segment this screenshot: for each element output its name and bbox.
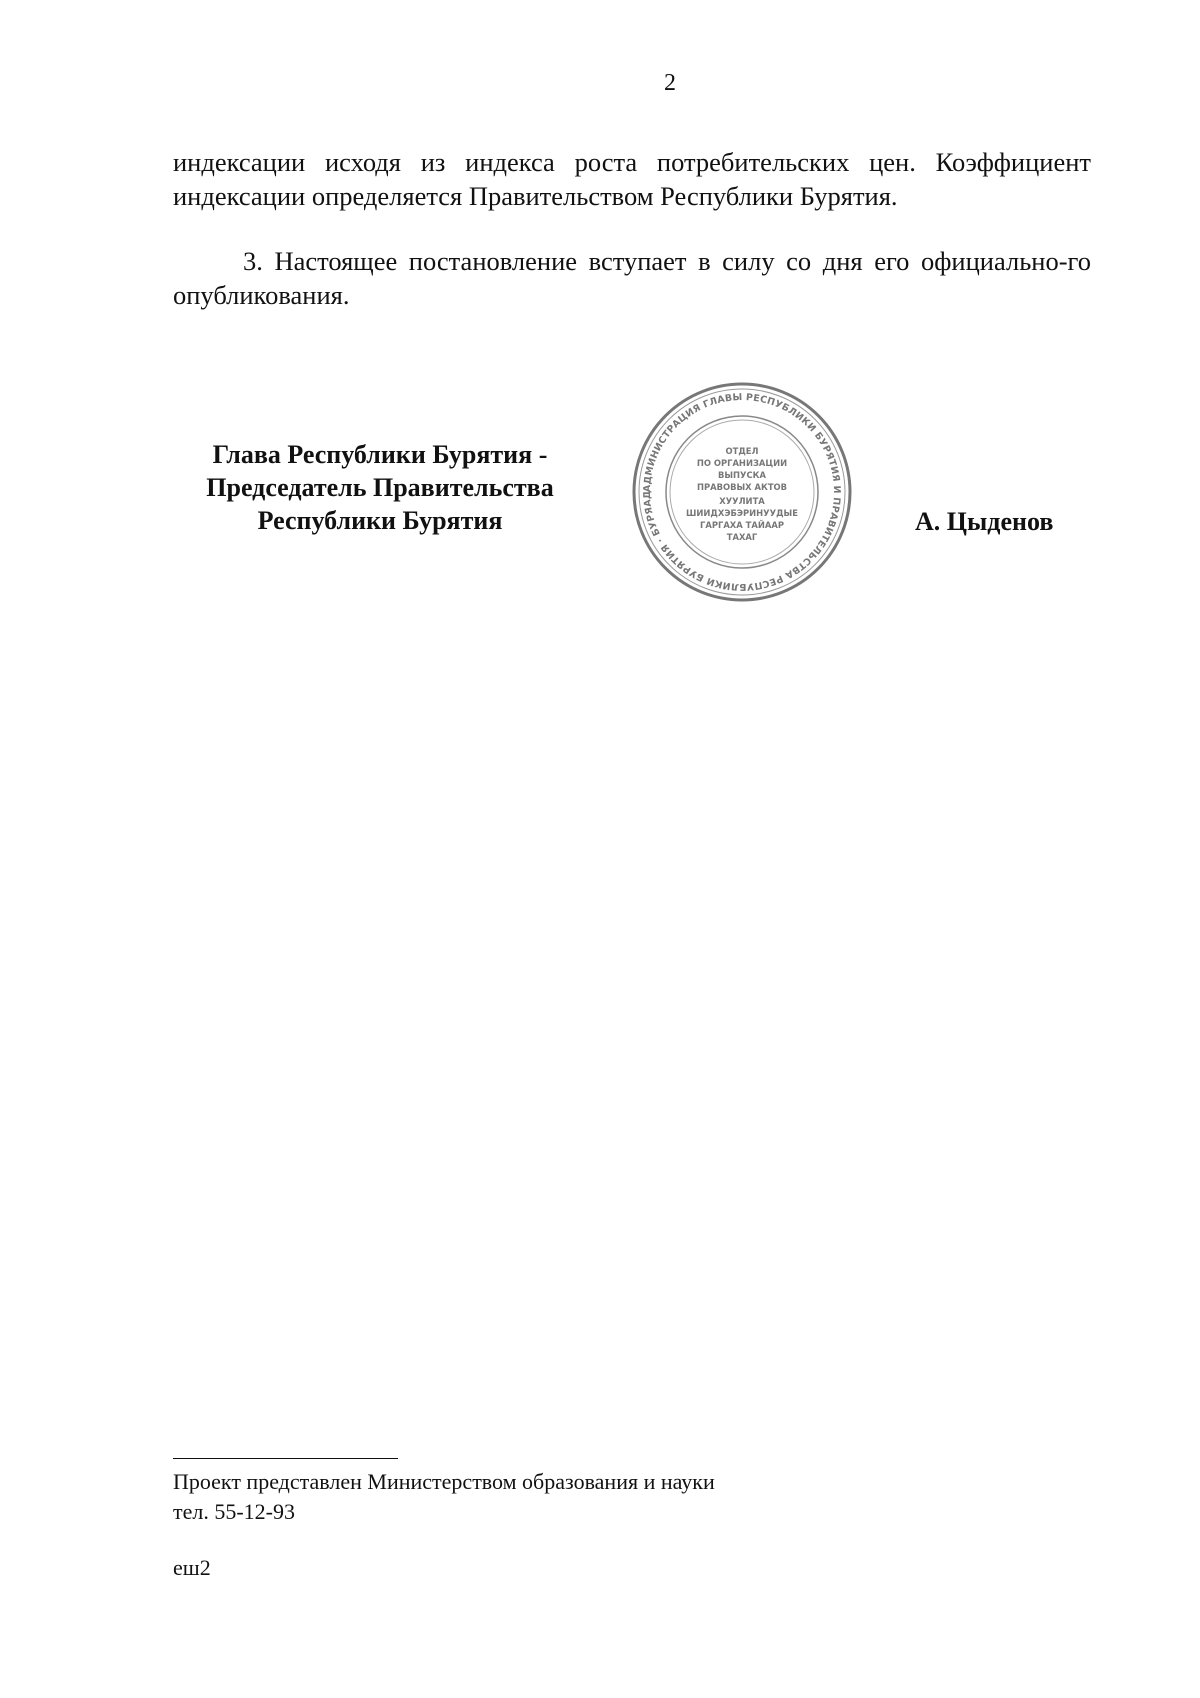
paragraph-entry-into-force: 3. Настоящее постановление вступает в силу со дня его официально-го опубликования. bbox=[173, 246, 1091, 310]
seal-center-line: ПРАВОВЫХ АКТОВ bbox=[696, 482, 788, 492]
seal-center-line: ВЫПУСКА bbox=[717, 470, 767, 480]
page-number: 2 bbox=[664, 70, 676, 96]
signatory-name: А. Цыденов bbox=[915, 507, 1054, 536]
seal-center-text bbox=[686, 446, 798, 542]
seal-graphic bbox=[630, 380, 854, 604]
footnote-line: Проект представлен Министерством образования и науки bbox=[173, 1469, 715, 1494]
official-seal bbox=[630, 380, 854, 604]
signatory-title bbox=[170, 438, 590, 537]
signatory-title-line: Глава Республики Бурятия - bbox=[212, 440, 548, 469]
seal-center-line: ПО ОРГАНИЗАЦИИ bbox=[696, 458, 788, 468]
seal-center-line: ШИИДХЭБЭРИНУУДЫЕ bbox=[686, 508, 798, 518]
document-code: еш2 bbox=[173, 1555, 211, 1580]
seal-center-line: ТАХАГ bbox=[726, 532, 758, 542]
seal-inner-ring-thin bbox=[670, 420, 814, 564]
signatory-title-line: Республики Бурятия bbox=[257, 506, 503, 535]
paragraph-indexation: индексации исходя из индекса роста потребительских цен. Коэффициент индексации определяется Правительством Республики Бурятия. bbox=[173, 147, 1091, 211]
seal-center-line: ОТДЕЛ bbox=[725, 446, 759, 456]
footnote-separator bbox=[173, 1458, 398, 1459]
seal-outer-text: АДМИНИСТРАЦИЯ ГЛАВЫ РЕСПУБЛИКИ БУРЯТИЯ И ПРАВИТЕЛЬСТВА РЕСПУБЛИКИ БУРЯТИЯ · БУРЯАД bbox=[641, 391, 843, 593]
seal-center-line: ГАРГАХА ТАЙААР bbox=[700, 520, 784, 530]
seal-inner-ring bbox=[666, 416, 818, 568]
footnote-line: тел. 55-12-93 bbox=[173, 1499, 296, 1524]
signatory-title-line: Председатель Правительства bbox=[206, 473, 554, 502]
seal-center-line: ХУУЛИТА bbox=[719, 496, 765, 506]
